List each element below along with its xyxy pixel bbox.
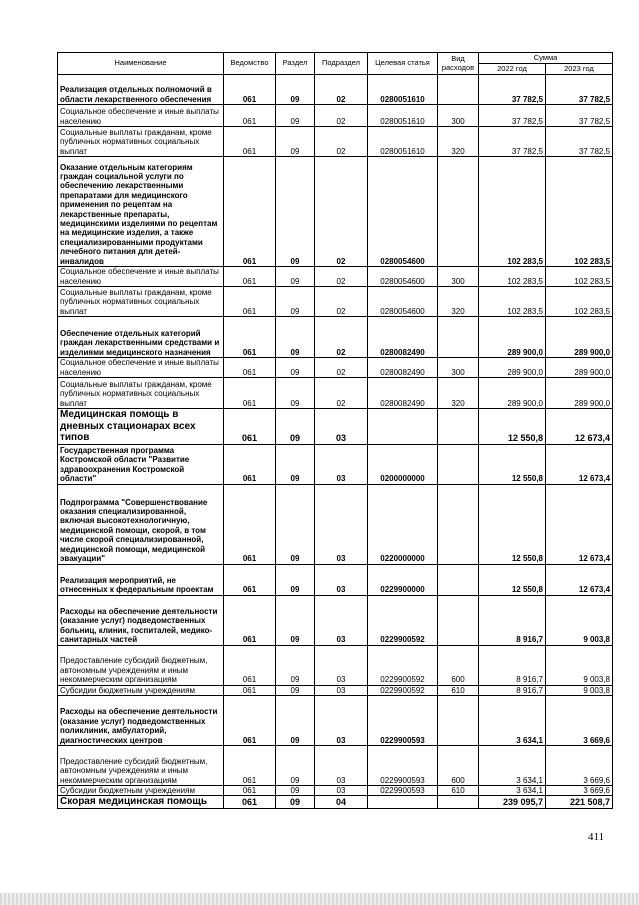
row-target: 0280054600 bbox=[368, 287, 438, 317]
table-row bbox=[58, 484, 613, 564]
row-name: Реализация мероприятий, не отнесенных к федеральным проектам bbox=[58, 564, 224, 595]
row-target: 0229900593 bbox=[368, 695, 438, 745]
row-target: 0220000000 bbox=[368, 484, 438, 564]
row-target: 0280082490 bbox=[368, 378, 438, 409]
row-sum-2023: 9 003,8 bbox=[546, 645, 613, 685]
row-sum-2023: 289 900,0 bbox=[546, 378, 613, 409]
row-sum-2022: 239 095,7 bbox=[479, 796, 546, 809]
row-sum-2022: 3 634,1 bbox=[479, 785, 546, 795]
row-target: 0280051610 bbox=[368, 75, 438, 105]
row-name: Социальные выплаты гражданам, кроме публичных нормативных социальных выплат bbox=[58, 127, 224, 157]
table-row bbox=[58, 645, 613, 685]
row-sum-2023: 102 283,5 bbox=[546, 267, 613, 287]
row-dept: 061 bbox=[224, 267, 276, 287]
row-dept: 061 bbox=[224, 595, 276, 645]
row-dept: 061 bbox=[224, 785, 276, 795]
row-subsection: 03 bbox=[315, 785, 368, 795]
row-sum-2022: 102 283,5 bbox=[479, 267, 546, 287]
row-name: Субсидии бюджетным учреждениям bbox=[58, 685, 224, 695]
row-name: Социальные выплаты гражданам, кроме публичных нормативных социальных выплат bbox=[58, 287, 224, 317]
table-row bbox=[58, 785, 613, 795]
row-type bbox=[438, 444, 479, 484]
row-type: 320 bbox=[438, 127, 479, 157]
row-section: 09 bbox=[276, 157, 315, 267]
row-sum-2023: 12 673,4 bbox=[546, 444, 613, 484]
row-dept: 061 bbox=[224, 444, 276, 484]
row-target bbox=[368, 409, 438, 445]
row-sum-2022: 12 550,8 bbox=[479, 564, 546, 595]
row-target: 0229900593 bbox=[368, 745, 438, 785]
header-dept: Ведомство bbox=[224, 53, 276, 75]
row-subsection: 03 bbox=[315, 409, 368, 445]
row-sum-2023: 102 283,5 bbox=[546, 287, 613, 317]
row-section: 09 bbox=[276, 127, 315, 157]
table-row bbox=[58, 127, 613, 157]
row-type: 610 bbox=[438, 785, 479, 795]
row-section: 09 bbox=[276, 484, 315, 564]
row-type: 600 bbox=[438, 745, 479, 785]
row-type bbox=[438, 484, 479, 564]
row-section: 09 bbox=[276, 317, 315, 358]
row-type: 320 bbox=[438, 378, 479, 409]
row-name: Медицинская помощь в дневных стационарах всех типов bbox=[58, 409, 224, 445]
row-sum-2022: 37 782,5 bbox=[479, 127, 546, 157]
row-dept: 061 bbox=[224, 796, 276, 809]
row-dept: 061 bbox=[224, 685, 276, 695]
row-section: 09 bbox=[276, 409, 315, 445]
row-dept: 061 bbox=[224, 157, 276, 267]
row-target: 0280051610 bbox=[368, 105, 438, 127]
row-type: 300 bbox=[438, 358, 479, 378]
row-sum-2022: 12 550,8 bbox=[479, 484, 546, 564]
header-subsection: Подраздел bbox=[315, 53, 368, 75]
row-type bbox=[438, 796, 479, 809]
row-sum-2023: 12 673,4 bbox=[546, 484, 613, 564]
row-subsection: 02 bbox=[315, 378, 368, 409]
row-target: 0280082490 bbox=[368, 317, 438, 358]
row-target: 0280082490 bbox=[368, 358, 438, 378]
row-target: 0229900592 bbox=[368, 595, 438, 645]
row-dept: 061 bbox=[224, 127, 276, 157]
row-section: 09 bbox=[276, 267, 315, 287]
row-sum-2023: 9 003,8 bbox=[546, 595, 613, 645]
table-row bbox=[58, 317, 613, 358]
row-target: 0229900592 bbox=[368, 645, 438, 685]
table-row bbox=[58, 75, 613, 105]
row-target: 0280054600 bbox=[368, 157, 438, 267]
row-sum-2023: 3 669,6 bbox=[546, 695, 613, 745]
scan-edge-strip bbox=[0, 893, 639, 905]
row-subsection: 02 bbox=[315, 287, 368, 317]
row-sum-2022: 102 283,5 bbox=[479, 287, 546, 317]
table-row bbox=[58, 444, 613, 484]
row-name: Социальное обеспечение и иные выплаты населению bbox=[58, 358, 224, 378]
row-section: 09 bbox=[276, 796, 315, 809]
row-type: 600 bbox=[438, 645, 479, 685]
header-year-2022: 2022 год bbox=[479, 64, 546, 75]
row-dept: 061 bbox=[224, 105, 276, 127]
row-sum-2022: 289 900,0 bbox=[479, 358, 546, 378]
row-sum-2022: 37 782,5 bbox=[479, 75, 546, 105]
row-subsection: 02 bbox=[315, 105, 368, 127]
row-name: Расходы на обеспечение деятельности (оказание услуг) подведомственных поликлиник, амбулаторий, диагностических центров bbox=[58, 695, 224, 745]
row-section: 09 bbox=[276, 564, 315, 595]
row-name: Оказание отдельным категориям граждан социальной услуги по обеспечению лекарственными препаратами для медицинского применения по рецептам на лекарственные препараты, медицинскими изделиями по рецептам на медицинские изделия, а также специализированными продуктами лечебного питания для детей-инвалидов bbox=[58, 157, 224, 267]
row-subsection: 02 bbox=[315, 127, 368, 157]
row-sum-2022: 289 900,0 bbox=[479, 378, 546, 409]
row-subsection: 03 bbox=[315, 685, 368, 695]
row-name: Социальные выплаты гражданам, кроме публичных нормативных социальных выплат bbox=[58, 378, 224, 409]
row-sum-2023: 289 900,0 bbox=[546, 317, 613, 358]
row-subsection: 03 bbox=[315, 564, 368, 595]
row-target: 0280051610 bbox=[368, 127, 438, 157]
row-target: 0229900592 bbox=[368, 685, 438, 695]
row-sum-2023: 9 003,8 bbox=[546, 685, 613, 695]
row-subsection: 03 bbox=[315, 444, 368, 484]
row-name: Предоставление субсидий бюджетным, автономным учреждениям и иным некоммерческим организациям bbox=[58, 745, 224, 785]
row-subsection: 02 bbox=[315, 75, 368, 105]
row-section: 09 bbox=[276, 595, 315, 645]
row-name: Субсидии бюджетным учреждениям bbox=[58, 785, 224, 795]
row-sum-2023: 37 782,5 bbox=[546, 75, 613, 105]
row-sum-2023: 221 508,7 bbox=[546, 796, 613, 809]
row-sum-2023: 102 283,5 bbox=[546, 157, 613, 267]
header-year-2023: 2023 год bbox=[546, 64, 613, 75]
row-subsection: 02 bbox=[315, 157, 368, 267]
row-section: 09 bbox=[276, 444, 315, 484]
row-name: Государственная программа Костромской области "Развитие здравоохранения Костромской области" bbox=[58, 444, 224, 484]
row-section: 09 bbox=[276, 645, 315, 685]
row-section: 09 bbox=[276, 105, 315, 127]
row-type bbox=[438, 157, 479, 267]
row-target: 0280054600 bbox=[368, 267, 438, 287]
table-row bbox=[58, 358, 613, 378]
row-name: Социальное обеспечение и иные выплаты населению bbox=[58, 105, 224, 127]
header-target: Целевая статья bbox=[368, 53, 438, 75]
table-row bbox=[58, 378, 613, 409]
row-name: Реализация отдельных полномочий в области лекарственного обеспечения bbox=[58, 75, 224, 105]
budget-table bbox=[57, 52, 613, 809]
row-type bbox=[438, 595, 479, 645]
row-sum-2022: 12 550,8 bbox=[479, 409, 546, 445]
row-dept: 061 bbox=[224, 564, 276, 595]
row-name: Социальное обеспечение и иные выплаты населению bbox=[58, 267, 224, 287]
row-subsection: 03 bbox=[315, 695, 368, 745]
row-sum-2023: 12 673,4 bbox=[546, 409, 613, 445]
table-row bbox=[58, 267, 613, 287]
row-dept: 061 bbox=[224, 695, 276, 745]
row-sum-2022: 3 634,1 bbox=[479, 745, 546, 785]
row-type: 610 bbox=[438, 685, 479, 695]
row-dept: 061 bbox=[224, 645, 276, 685]
row-target bbox=[368, 796, 438, 809]
row-section: 09 bbox=[276, 378, 315, 409]
table-row bbox=[58, 685, 613, 695]
row-sum-2022: 12 550,8 bbox=[479, 444, 546, 484]
row-dept: 061 bbox=[224, 287, 276, 317]
row-dept: 061 bbox=[224, 317, 276, 358]
row-target: 0229900593 bbox=[368, 785, 438, 795]
row-dept: 061 bbox=[224, 409, 276, 445]
row-sum-2022: 289 900,0 bbox=[479, 317, 546, 358]
row-type bbox=[438, 564, 479, 595]
table-row bbox=[58, 695, 613, 745]
table-row bbox=[58, 745, 613, 785]
table-row bbox=[58, 287, 613, 317]
row-target: 0229900000 bbox=[368, 564, 438, 595]
row-sum-2022: 37 782,5 bbox=[479, 105, 546, 127]
row-sum-2023: 289 900,0 bbox=[546, 358, 613, 378]
row-sum-2023: 37 782,5 bbox=[546, 105, 613, 127]
row-sum-2022: 8 916,7 bbox=[479, 685, 546, 695]
table-row bbox=[58, 796, 613, 809]
row-sum-2022: 8 916,7 bbox=[479, 595, 546, 645]
row-section: 09 bbox=[276, 785, 315, 795]
row-section: 09 bbox=[276, 75, 315, 105]
row-section: 09 bbox=[276, 287, 315, 317]
row-name: Предоставление субсидий бюджетным, автономным учреждениям и иным некоммерческим организациям bbox=[58, 645, 224, 685]
row-sum-2023: 3 669,6 bbox=[546, 745, 613, 785]
header-name: Наименование bbox=[58, 53, 224, 75]
row-subsection: 02 bbox=[315, 358, 368, 378]
table-row bbox=[58, 595, 613, 645]
row-sum-2023: 12 673,4 bbox=[546, 564, 613, 595]
row-dept: 061 bbox=[224, 484, 276, 564]
row-type bbox=[438, 317, 479, 358]
row-subsection: 02 bbox=[315, 267, 368, 287]
row-name: Расходы на обеспечение деятельности (оказание услуг) подведомственных больниц, клиник, госпиталей, медико-санитарных частей bbox=[58, 595, 224, 645]
table-row bbox=[58, 409, 613, 445]
row-dept: 061 bbox=[224, 378, 276, 409]
header-section: Раздел bbox=[276, 53, 315, 75]
row-sum-2023: 3 669,6 bbox=[546, 785, 613, 795]
row-subsection: 03 bbox=[315, 645, 368, 685]
row-type bbox=[438, 75, 479, 105]
row-section: 09 bbox=[276, 695, 315, 745]
row-section: 09 bbox=[276, 745, 315, 785]
row-sum-2022: 8 916,7 bbox=[479, 645, 546, 685]
row-target: 0200000000 bbox=[368, 444, 438, 484]
row-sum-2022: 3 634,1 bbox=[479, 695, 546, 745]
row-type bbox=[438, 409, 479, 445]
row-subsection: 03 bbox=[315, 484, 368, 564]
row-dept: 061 bbox=[224, 75, 276, 105]
table-row bbox=[58, 105, 613, 127]
row-sum-2022: 102 283,5 bbox=[479, 157, 546, 267]
row-subsection: 03 bbox=[315, 745, 368, 785]
row-sum-2023: 37 782,5 bbox=[546, 127, 613, 157]
row-type: 300 bbox=[438, 267, 479, 287]
row-dept: 061 bbox=[224, 358, 276, 378]
row-subsection: 04 bbox=[315, 796, 368, 809]
table-row bbox=[58, 157, 613, 267]
row-name: Подпрограмма "Совершенствование оказания специализированной, включая высокотехнологичную, медицинской помощи, скорой, в том числе скорой специализированной, медицинской помощи, медицинской эвакуации" bbox=[58, 484, 224, 564]
table-row bbox=[58, 564, 613, 595]
row-subsection: 02 bbox=[315, 317, 368, 358]
row-name: Обеспечение отдельных категорий граждан лекарственными средствами и изделиями медицинского назначения bbox=[58, 317, 224, 358]
row-dept: 061 bbox=[224, 745, 276, 785]
row-type: 300 bbox=[438, 105, 479, 127]
row-type: 320 bbox=[438, 287, 479, 317]
page-number: 411 bbox=[588, 831, 605, 843]
row-type bbox=[438, 695, 479, 745]
row-section: 09 bbox=[276, 685, 315, 695]
row-section: 09 bbox=[276, 358, 315, 378]
row-name: Скорая медицинская помощь bbox=[58, 796, 224, 809]
header-sum: Сумма bbox=[479, 53, 613, 64]
row-subsection: 03 bbox=[315, 595, 368, 645]
header-exp-type: Вид расходов bbox=[438, 53, 479, 75]
